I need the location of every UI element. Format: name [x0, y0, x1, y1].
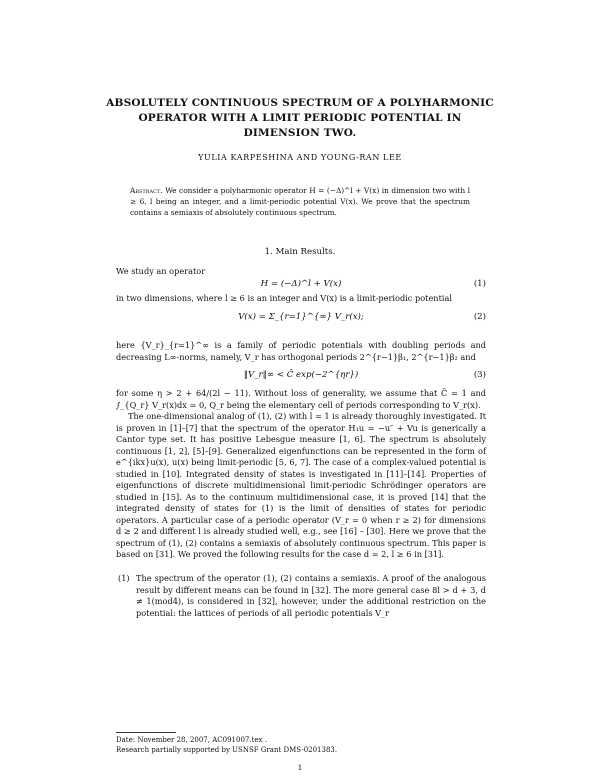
after-eq1-text: in two dimensions, where l ≥ 6 is an integer and V(x) is a limit-periodic potential [116, 293, 452, 303]
intro-text: We study an operator [116, 266, 206, 276]
footnote-divider [116, 732, 176, 733]
abstract [130, 185, 470, 218]
list-item-number: (1) [118, 573, 130, 583]
list-item [116, 573, 486, 631]
body-paragraph: The one-dimensional analog of (1), (2) with l = 1 is already thoroughly investigated. It is proven in [1]–[7] that the spectrum of the operator H₁u = −u″ + Vu is generically a Cantor type set. It has positive Lebesgue measure [1, 6]. The spectrum is absolutely continuous [1, 2], [5]–[9]. Generalized eigenfunctions can be represented in the form of e^{ikx}u(x), u(x) being limit-periodic [5, 6, 7]. The case of a complex-valued potential is studied in [10]. Integrated density of states is investigated in [11]–[14]. Properties of eigenfunctions of discrete multidimensional limit-periodic Schrödinger operators are studied in [15]. As to the continuum multidimensional case, it is proved [14] that the integrated density of states for (1) is the limit of densities of states for periodic operators. A particular case of a periodic operator (V_r = 0 when r ≥ 2) for dimensions d ≥ 2 and different l is already studied well, e.g., see [16] – [30]. Here we prove that the spectrum of (1), (2) contains a semiaxis of absolutely continuous spectrum. This paper is based on [31]. We proved the following results for the case d = 2, l ≥ 6 in [31]. [116, 411, 486, 559]
equation-3 [116, 370, 486, 384]
equation-2-formula: V(x) = Σ_{r=1}^{∞} V_r(x); [238, 312, 364, 322]
equation-3-formula: ‖V_r‖∞ < Ĉ exp(−2^{ηr}) [243, 370, 359, 380]
equation-1-number: (1) [473, 279, 486, 289]
after-eq2-text: here {V_r}_{r=1}^∞ is a family of periodic potentials with doubling periods and decreasing L∞-norms, namely, V_r has orthogonal periods 2^{r−1}β₁, 2^{r−1}β₂ and [116, 340, 486, 362]
footnote-support: Research partially supported by USNSF Grant DMS-0201383. [116, 746, 338, 754]
equation-2-number: (2) [473, 312, 486, 322]
title-line-2: OPERATOR WITH A LIMIT PERIODIC POTENTIAL IN [138, 112, 462, 124]
equation-2 [116, 312, 486, 326]
title-line-3: DIMENSION TWO. [243, 127, 357, 139]
paper-title [100, 96, 500, 141]
equation-3-number: (3) [473, 370, 486, 380]
equation-1-formula: H = (−Δ)^l + V(x) [260, 279, 342, 289]
section-heading: 1. Main Results. [264, 247, 336, 257]
page-number: 1 [297, 763, 303, 772]
after-eq3-text: for some η > 2 + 64/(2l − 11). Without loss of generality, we assume that Ĉ = 1 and ∫_{Q_r} V_r(x)dx = 0, Q_r being the elementary cell of periods corresponding to V_r(x). [116, 388, 486, 410]
authors: YULIA KARPESHINA AND YOUNG-RAN LEE [198, 153, 402, 162]
abstract-label: Abstract. [130, 186, 163, 195]
equation-1 [116, 279, 486, 293]
list-item-text: The spectrum of the operator (1), (2) contains a semiaxis. A proof of the analogous result by different means can be found in [32]. The more general case 8l > d + 3, d ≠ 1(mod4), is considered in [32], however, under the additional restriction on the potential: the lattices of periods of all periodic potentials V_r [136, 573, 486, 618]
abstract-text: We consider a polyharmonic operator H = (−Δ)^l + V(x) in dimension two with l ≥ 6, l being an integer, and a limit-periodic potential V(x). We prove that the spectrum contains a semiaxis of absolutely continuous spectrum. [130, 186, 470, 217]
footnote-date: Date: November 28, 2007, AC091007.tex . [116, 736, 267, 744]
title-line-1: ABSOLUTELY CONTINUOUS SPECTRUM OF A POLYHARMONIC [106, 97, 494, 109]
